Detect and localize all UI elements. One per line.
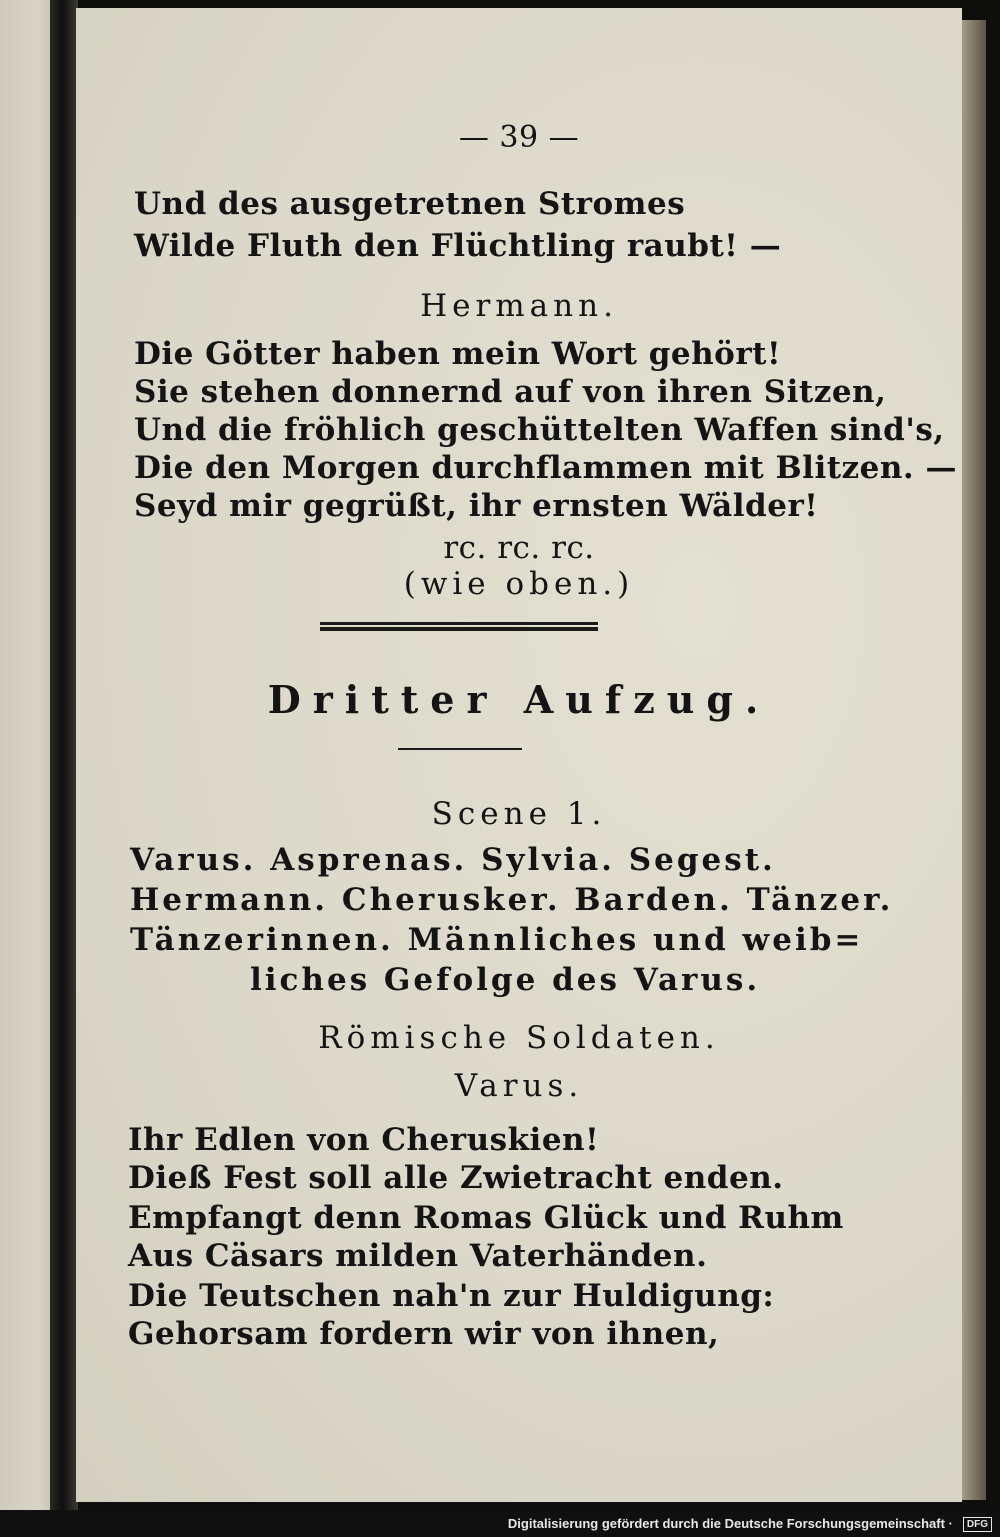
cast-extra: Römische Soldaten. <box>318 1020 720 1056</box>
act-title: Dritter Aufzug. <box>267 677 771 722</box>
text-line: Aus Cäsars milden Vaterhänden. <box>128 1238 708 1274</box>
stage-direction: (wie oben.) <box>403 566 635 602</box>
text-line: Die Götter haben mein Wort gehört! <box>134 336 782 372</box>
speaker-name: Hermann. <box>420 288 618 324</box>
section-divider <box>320 622 598 631</box>
text-line: Und die fröhlich geschüttelten Waffen sind's, <box>134 412 945 448</box>
scene-title: Scene 1. <box>431 796 607 832</box>
page-content <box>76 8 962 1502</box>
cast-line: Tänzerinnen. Männliches und weib= <box>130 922 864 958</box>
footer-credit: Digitalisierung gefördert durch die Deutsche Forschungsgemeinschaft · <box>507 1516 953 1531</box>
book-page <box>76 8 962 1502</box>
text-line: Wilde Fluth den Flüchtling raubt! — <box>134 228 782 264</box>
text-line: Empfangt denn Romas Glück und Ruhm <box>128 1200 844 1236</box>
text-line: Gehorsam fordern wir von ihnen, <box>128 1316 720 1352</box>
page-number: — 39 — <box>458 120 580 155</box>
cast-line: Varus. Asprenas. Sylvia. Segest. <box>130 842 776 878</box>
text-line: Ihr Edlen von Cheruskien! <box>128 1122 600 1158</box>
book-gutter <box>50 0 78 1510</box>
act-title-underline <box>398 748 522 750</box>
text-line: Dieß Fest soll alle Zwietracht enden. <box>128 1160 784 1196</box>
text-line: Seyd mir gegrüßt, ihr ernsten Wälder! <box>134 488 819 524</box>
text-line: Die den Morgen durchflammen mit Blitzen. — <box>134 450 957 486</box>
dfg-logo-icon: DFG <box>963 1517 992 1532</box>
text-line: Und des ausgetretnen Stromes <box>134 186 686 222</box>
text-line: Die Teutschen nah'n zur Huldigung: <box>128 1278 775 1314</box>
page-edge-stack <box>958 20 986 1500</box>
cast-line: Hermann. Cherusker. Barden. Tänzer. <box>130 882 894 918</box>
speaker-name: Varus. <box>454 1068 584 1104</box>
etcetera-line: rc. rc. rc. <box>443 530 595 566</box>
text-line: Sie stehen donnernd auf von ihren Sitzen, <box>134 374 887 410</box>
cast-line: liches Gefolge des Varus. <box>250 962 761 998</box>
digitization-footer <box>0 1510 1000 1537</box>
